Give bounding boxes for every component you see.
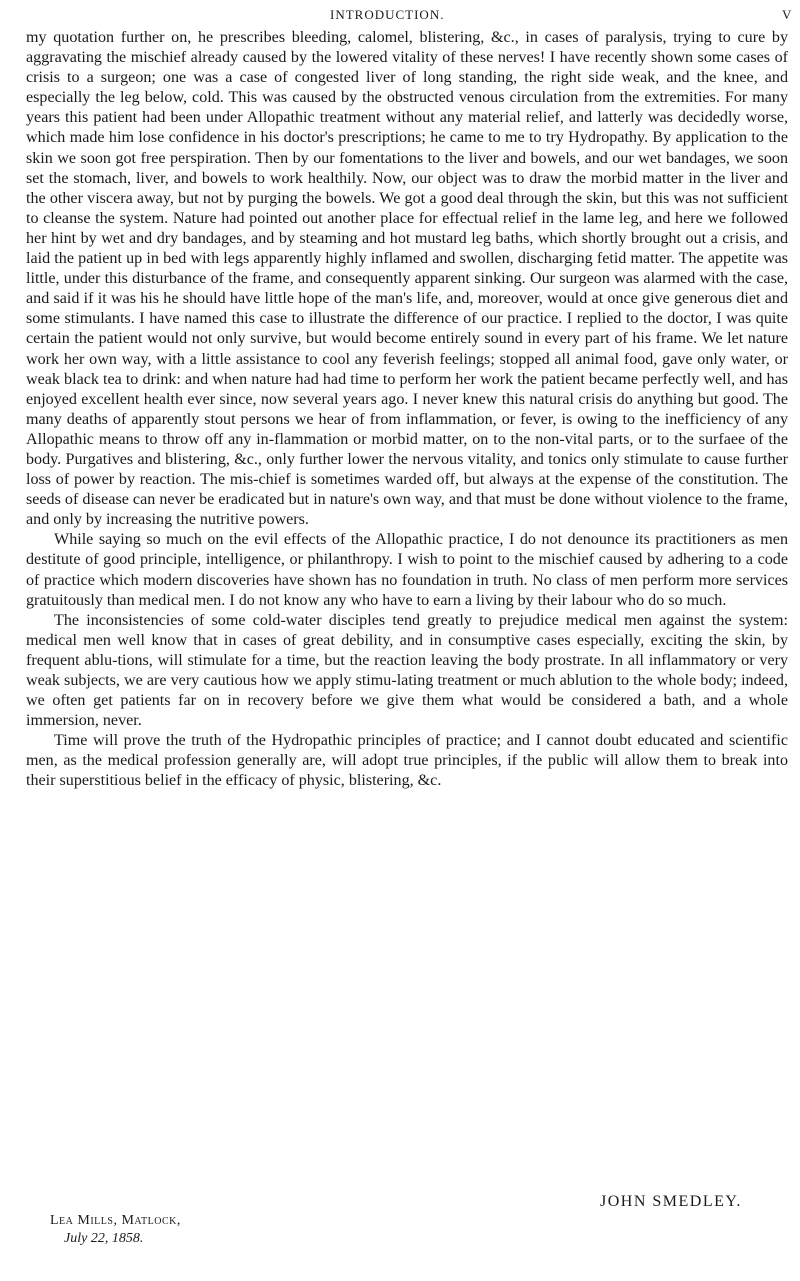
signature-place: Lea Mills, Matlock, <box>50 1213 181 1228</box>
paragraph: While saying so much on the evil effects of the Allopathic practice, I do not denounce its practitioners as men destitute of good principle, intelligence, or philanthropy. I wish to point to the mischief caused by adhering to a code of practice which modern discoveries have shown has no foundation in truth. No class of men perform more services gratuitously than medical men. I do not know any who have to earn a living by their labour who do so much. <box>26 531 788 609</box>
signature-date: July 22, 1858. <box>64 1231 144 1246</box>
author-signature: JOHN SMEDLEY. <box>600 1193 742 1210</box>
paragraph: Time will prove the truth of the Hydropathic principles of practice; and I cannot doubt educated and scientific men, as the medical profession generally are, will adopt true principles, if the public will allow them to break into their superstitious belief in the efficacy of physic, blistering, &c. <box>26 732 788 790</box>
body-text <box>26 28 788 792</box>
paragraph: The inconsistencies of some cold-water disciples tend greatly to prejudice medical men against the system: medical men well know that in cases of great debility, and in consumptive cases especially, exciting the skin, by frequent ablu-tions, will stimulate for a time, but the reaction leaving the body prostrate. In all inflammatory or very weak subjects, we are very cautious how we apply stimu-lating treatment or much ablution to the whole body; indeed, we often get patients far on in recovery before we give them what would be considered a bath, and a whole immersion, never. <box>26 611 788 730</box>
page-number: V <box>782 7 793 22</box>
running-head-title: INTRODUCTION. <box>330 7 445 22</box>
paragraph: my quotation further on, he prescribes bleeding, calomel, blistering, &c., in cases of paralysis, trying to cure by aggravating the mischief already caused by the lowered vitality of these nerves! I have recently shown some cases of crisis to a surgeon; one was a case of congested liver of long standing, the right side weak, and the knee, and especially the leg below, cold. This was caused by the obstructed venous circulation from the extremities. For many years this patient had been under Allopathic treatment without any material relief, and latterly was decidedly worse, which made him lose confidence in his doctor's prescriptions; he came to me to try Hydropathy. By application to the skin we soon got free perspiration. Then by our fomentations to the liver and bowels, and our wet bandages, we soon set the stomach, liver, and bowels to work healthily. Now, our object was to draw the morbid matter in the liver and the other viscera away, but not by purging the bowels. We got a good deal through the skin, but this was not sufficient to cleanse the system. Nature had pointed out another place for effectual relief in the lame leg, and here we followed her hint by wet and dry bandages, and by steaming and hot mustard leg baths, which shortly brought out a crisis, and laid the patient up in bed with legs apparently highly inflamed and swollen, discharging fetid matter. The appetite was little, under this disturbance of the frame, and consequently apparent sinking. Our surgeon was alarmed with the case, and said if it was his he should have little hope of the man's life, and, moreover, would at once give generous diet and some stimulants. I have named this case to illustrate the difference of our practice. I replied to the doctor, I was quite certain the patient would not only survive, but would become entirely sound in every part of his frame. We let nature work her own way, with a little assistance to cool any feverish feelings; stopped all animal food, gave only water, or weak black tea to drink: and when nature had had time to perform her work the patient became perfectly well, and has enjoyed excellent health ever since, now several years ago. I never knew this natural crisis do anything but good. The many deaths of apparently stout persons we hear of from inflammation, or fever, is owing to the inefficiency of any Allopathic means to throw off any in-flammation or morbid matter, on to the non-vital parts, or to the surfaee of the body. Purgatives and blistering, &c., only further lower the nervous vitality, and tonics only stimulate to cause further loss of power by reaction. The mis-chief is sometimes warded off, but always at the expense of the constitution. The seeds of disease can never be eradicated but in nature's own way, and that must be done without violence to the frame, and only by increasing the nutritive powers. <box>26 29 788 529</box>
